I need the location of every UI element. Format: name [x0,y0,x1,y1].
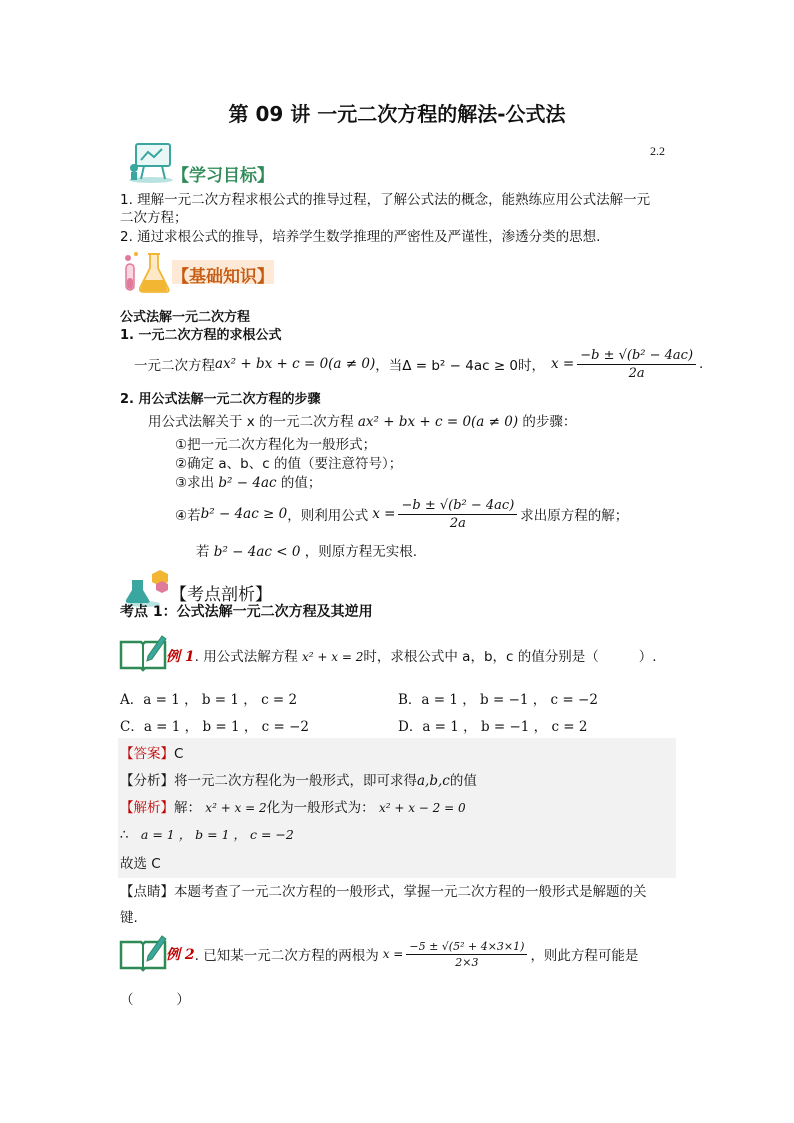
step-4-numerator: −b ± √(b² − 4ac) [398,498,517,515]
example-2-badge: 例 2 [166,947,195,963]
step-1: ①把一元二次方程化为一般形式； [175,437,377,453]
step-5-end: ，则原方程无实根. [304,544,418,560]
step-4-denominator: 2a [449,515,466,531]
goal-item-1-cont: 二次方程； [120,210,188,226]
example-2-denominator: 2×3 [455,955,479,969]
example-1-equation: x² + x = 2 [302,650,364,664]
analysis-tag: 【分析】 [120,773,174,789]
quadratic-formula-line [134,344,703,384]
comment-text: 本题考查了一元二次方程的一般形式，掌握一元二次方程的一般形式是解题的关 [174,884,647,900]
solution-mid: 化为一般形式为： [266,800,375,816]
example-2-x: x = [382,947,404,961]
solution-line [120,796,466,816]
solution-equation-1: x² + x = 2 [205,801,267,815]
answer-line [120,742,183,762]
step-3-text: ③求出 [175,475,215,491]
step-5 [196,540,417,560]
option-a[interactable]: A．a = 1 ， b = 1 ， c = 2 [120,692,298,708]
solution-text: 解： [174,800,201,816]
formula-equation: ax² + bx + c = 0(a ≠ 0) [215,356,376,372]
analysis-heading: 【考点剖析】 [170,585,272,605]
example-2-question-text: . 已知某一元二次方程的两根为 [194,948,379,964]
blackboard-icon [126,140,176,184]
step-4-condition: b² − 4ac ≥ 0 [200,506,288,522]
option-c[interactable]: C．a = 1 ， b = 1 ， c = −2 [120,719,310,735]
formula-x: x = [551,356,575,372]
example-1-question [166,645,657,666]
solution-values: a = 1 ， b = 1 ， c = −2 [140,827,294,842]
page-title: 第 09 讲 一元二次方程的解法-公式法 [228,102,566,126]
example-2-question-end: ，则此方程可能是 [530,948,639,964]
steps-intro-end: 的步骤： [522,414,577,430]
page-code: 2.2 [650,144,665,158]
step-3-end: 的值； [280,475,322,491]
solution-tag: 【解析】 [120,800,174,816]
example-2-fraction [406,940,527,969]
example-2-numerator: −5 ± √(5² + 4×3×1) [406,940,527,955]
analysis-end: 的值 [449,773,477,789]
step-2: ②确定 a、b、c 的值（要注意符号）； [175,456,403,472]
basics-topic: 公式法解一元二次方程 [120,310,251,325]
steps-intro-text: 用公式法解关于 x 的一元二次方程 [148,414,354,430]
step-4-text: ④若 [175,508,201,524]
option-b[interactable]: B．a = 1 ， b = −1 ， c = −2 [398,692,598,708]
example-1-question-end: ）. [638,649,657,665]
flask-icon [120,250,172,296]
analysis-text: 将一元二次方程化为一般形式，即可求得 [174,773,417,789]
basics-heading: 【基础知识】 [172,267,274,287]
root-formula [577,348,696,381]
example-2-blank: （ ） [120,992,190,1008]
goal-item-1: 1. 理解一元二次方程求根公式的推导过程，了解公式法的概念，能熟练应用公式法解一元 [120,192,651,208]
steps-intro [148,410,576,430]
step-5-condition: b² − 4ac < 0 [213,544,301,560]
choose-line: 故选 C [120,856,161,872]
comment-tag: 【点睛】 [120,884,174,900]
comment-line-cont: 键. [120,910,138,926]
example-1-question-text: . 用公式法解方程 [194,649,298,665]
step-4-mid: ，则利用公式 [287,508,369,524]
step-3-expression: b² − 4ac [218,475,277,491]
example-1-question-mid: 时，求根公式中 a，b，c 的值分别是（ [363,649,599,665]
step-5-text: 若 [196,544,210,560]
basics-sub1: 1. 一元二次方程的求根公式 [120,328,282,343]
step-4-end: 求出原方程的解； [520,508,629,524]
solution-equation-2: x² + x − 2 = 0 [378,801,466,815]
formula-prefix: 一元二次方程 [134,358,215,374]
steps-intro-equation: ax² + bx + c = 0(a ≠ 0) [357,414,519,430]
exam-point-1: 考点 1：公式法解一元二次方程及其逆用 [120,604,373,620]
step-4-root-formula [398,498,517,531]
formula-condition: ，当Δ = b² − 4ac ≥ 0时， [375,358,546,374]
root-formula-denominator: 2a [628,365,645,381]
formula-end: . [699,356,704,372]
root-formula-numerator: −b ± √(b² − 4ac) [577,348,696,365]
comment-line [120,880,647,900]
step-3 [175,471,321,491]
answer-value: C [174,746,184,762]
goal-item-2: 2. 通过求根公式的推导，培养学生数学推理的严密性及严谨性，渗透分类的思想. [120,229,601,245]
notebook-pencil-icon [118,632,168,672]
therefore-symbol: ∴ [120,827,129,843]
analysis-line [120,769,477,789]
basics-sub2: 2. 用公式法解一元二次方程的步骤 [120,392,321,407]
analysis-abc: a,b,c [417,773,450,789]
answer-tag: 【答案】 [120,746,174,762]
example-2-question [166,934,638,974]
goals-heading: 【学习目标】 [172,166,274,186]
step-4 [175,494,628,534]
example-1-badge: 例 1 [166,649,195,665]
step-4-x: x = [372,506,396,522]
option-d[interactable]: D．a = 1 ， b = −1 ， c = 2 [398,719,588,735]
solution-values-line [120,825,294,843]
notebook-pencil-icon [118,932,168,972]
